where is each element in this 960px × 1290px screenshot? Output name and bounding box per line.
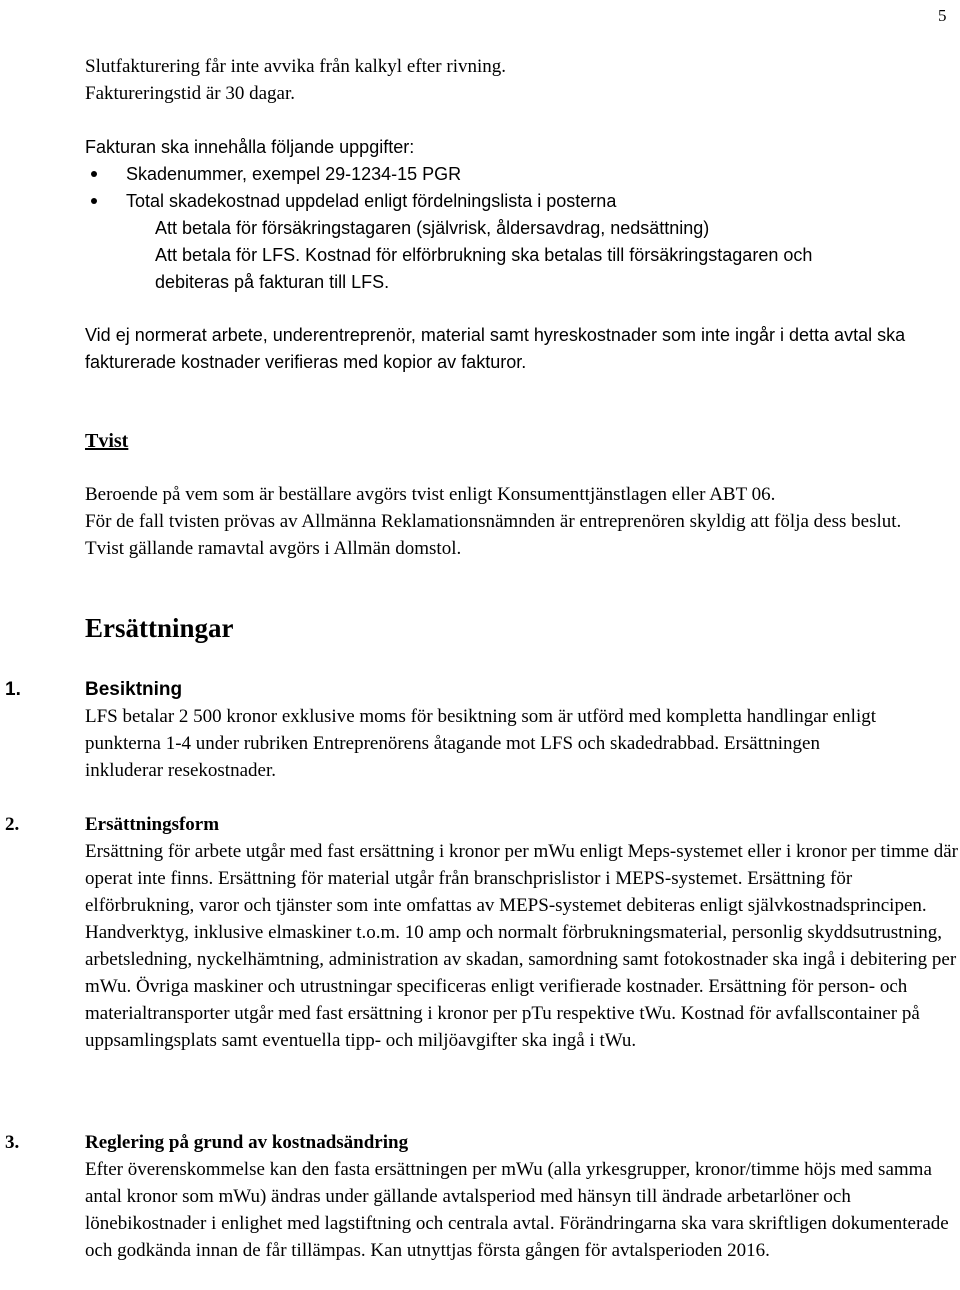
invoice-subitem-lfs-label: Att betala för LFS.	[155, 245, 301, 265]
section-3-title: Reglering på grund av kostnadsändring	[85, 1132, 409, 1153]
dispute-para-3: Tvist gällande ramavtal avgörs i Allmän domstol.	[85, 538, 462, 559]
verification-text: Vid ej normerat arbete, underentreprenör, material samt hyreskostnader som inte ingår i detta avtal ska fakturerade kostnader verifieras med kopior av fakturor.	[85, 325, 906, 372]
section-3-text: Efter överenskommelse kan den fasta ersättningen per mWu (alla yrkesgrupper, kronor/timme höjs med samma antal kronor som mWu) ändras under gällande avtalsperiod med hänsyn till ändrade arbetarlöner och lönebikostnader i enlighet med lagstiftning och centrala avtal. Förändringarna ska vara skriftligen dokumenterade och godkända innan de får tillämpas. Kan utnyttjas första gången för avtalsperioden 2016.	[85, 1159, 949, 1261]
section-1	[0, 676, 960, 784]
list-item: Skadenummer, exempel 29-1234-15 PGR	[85, 161, 955, 188]
dispute-text	[85, 481, 945, 562]
verification-block	[85, 322, 955, 376]
invoice-subitems	[85, 215, 955, 296]
invoice-block	[85, 134, 955, 296]
section-1-title: Besiktning	[85, 679, 183, 700]
section-2	[0, 811, 960, 1054]
dispute-section	[85, 428, 945, 455]
invoice-subitem-lfs-note: Kostnad för elförbrukning ska betalas till försäkringstagaren och	[300, 245, 813, 265]
section-3-number: 3.	[5, 1132, 20, 1153]
invoice-subitem-lfs	[155, 242, 955, 269]
invoice-subitem-lfs-cont: debiteras på fakturan till LFS.	[155, 272, 390, 292]
dispute-para-1: Beroende på vem som är beställare avgörs tvist enligt Konsumenttjänstlagen eller ABT 06.	[85, 484, 776, 505]
section-2-text: Ersättning för arbete utgår med fast ersättning i kronor per mWu enligt Meps-systemet eller i kronor per timme där operat inte finns. Ersättning för material utgår från branschprislistor i MEPS-systemet. Ersättning för elförbrukning, varor och tjänster som inte omfattas av MEPS-systemet debiteras enligt självkostnadsprincipen. Handverktyg, inklusive elmaskiner t.o.m. 10 amp och normalt förbrukningsmaterial, personlig skyddsutrustning, arbetsledning, nyckelhämtning, administration av skadan, samordning samt fotokostnader ska ingå i debitering per mWu. Övriga maskiner och utrustningar specificeras enligt verifierade kostnader. Ersättning för person- och materialtransporter utgår med fast ersättning i kronor per pTu respektive tWu. Kostnad för avfallscontainer på uppsamlingsplats samt eventuella tipp- och miljöavgifter ska ingå i tWu.	[85, 841, 958, 1051]
intro-line-1: Slutfakturering får inte avvika från kalkyl efter rivning.	[85, 56, 507, 77]
section-2-number: 2.	[5, 814, 20, 835]
page-number: 5	[938, 6, 947, 25]
intro-block	[85, 53, 945, 107]
invoice-heading: Fakturan ska innehålla följande uppgifter:	[85, 137, 415, 157]
invoice-bullet-list	[85, 161, 955, 215]
dispute-para-2: För de fall tvisten prövas av Allmänna Reklamationsnämnden är entreprenören skyldig att följa dess beslut.	[85, 511, 902, 532]
compensation-heading-wrap	[85, 615, 234, 642]
section-1-text: LFS betalar 2 500 kronor exklusive moms för besiktning som är utförd med kompletta handlingar enligt punkterna 1-4 under rubriken Entreprenörens åtagande mot LFS och skadedrabbad. Ersättningen inkluderar resekostnader.	[85, 706, 876, 781]
section-3	[0, 1129, 960, 1264]
section-1-number: 1.	[5, 679, 21, 700]
list-item: Total skadekostnad uppdelad enligt fördelningslista i posterna	[85, 188, 955, 215]
section-2-title: Ersättningsform	[85, 814, 220, 835]
invoice-subitem-policyholder: Att betala för försäkringstagaren (självrisk, åldersavdrag, nedsättning)	[155, 218, 710, 238]
intro-line-2: Faktureringstid är 30 dagar.	[85, 83, 296, 104]
compensation-heading: Ersättningar	[85, 613, 234, 643]
dispute-heading: Tvist	[85, 430, 129, 452]
